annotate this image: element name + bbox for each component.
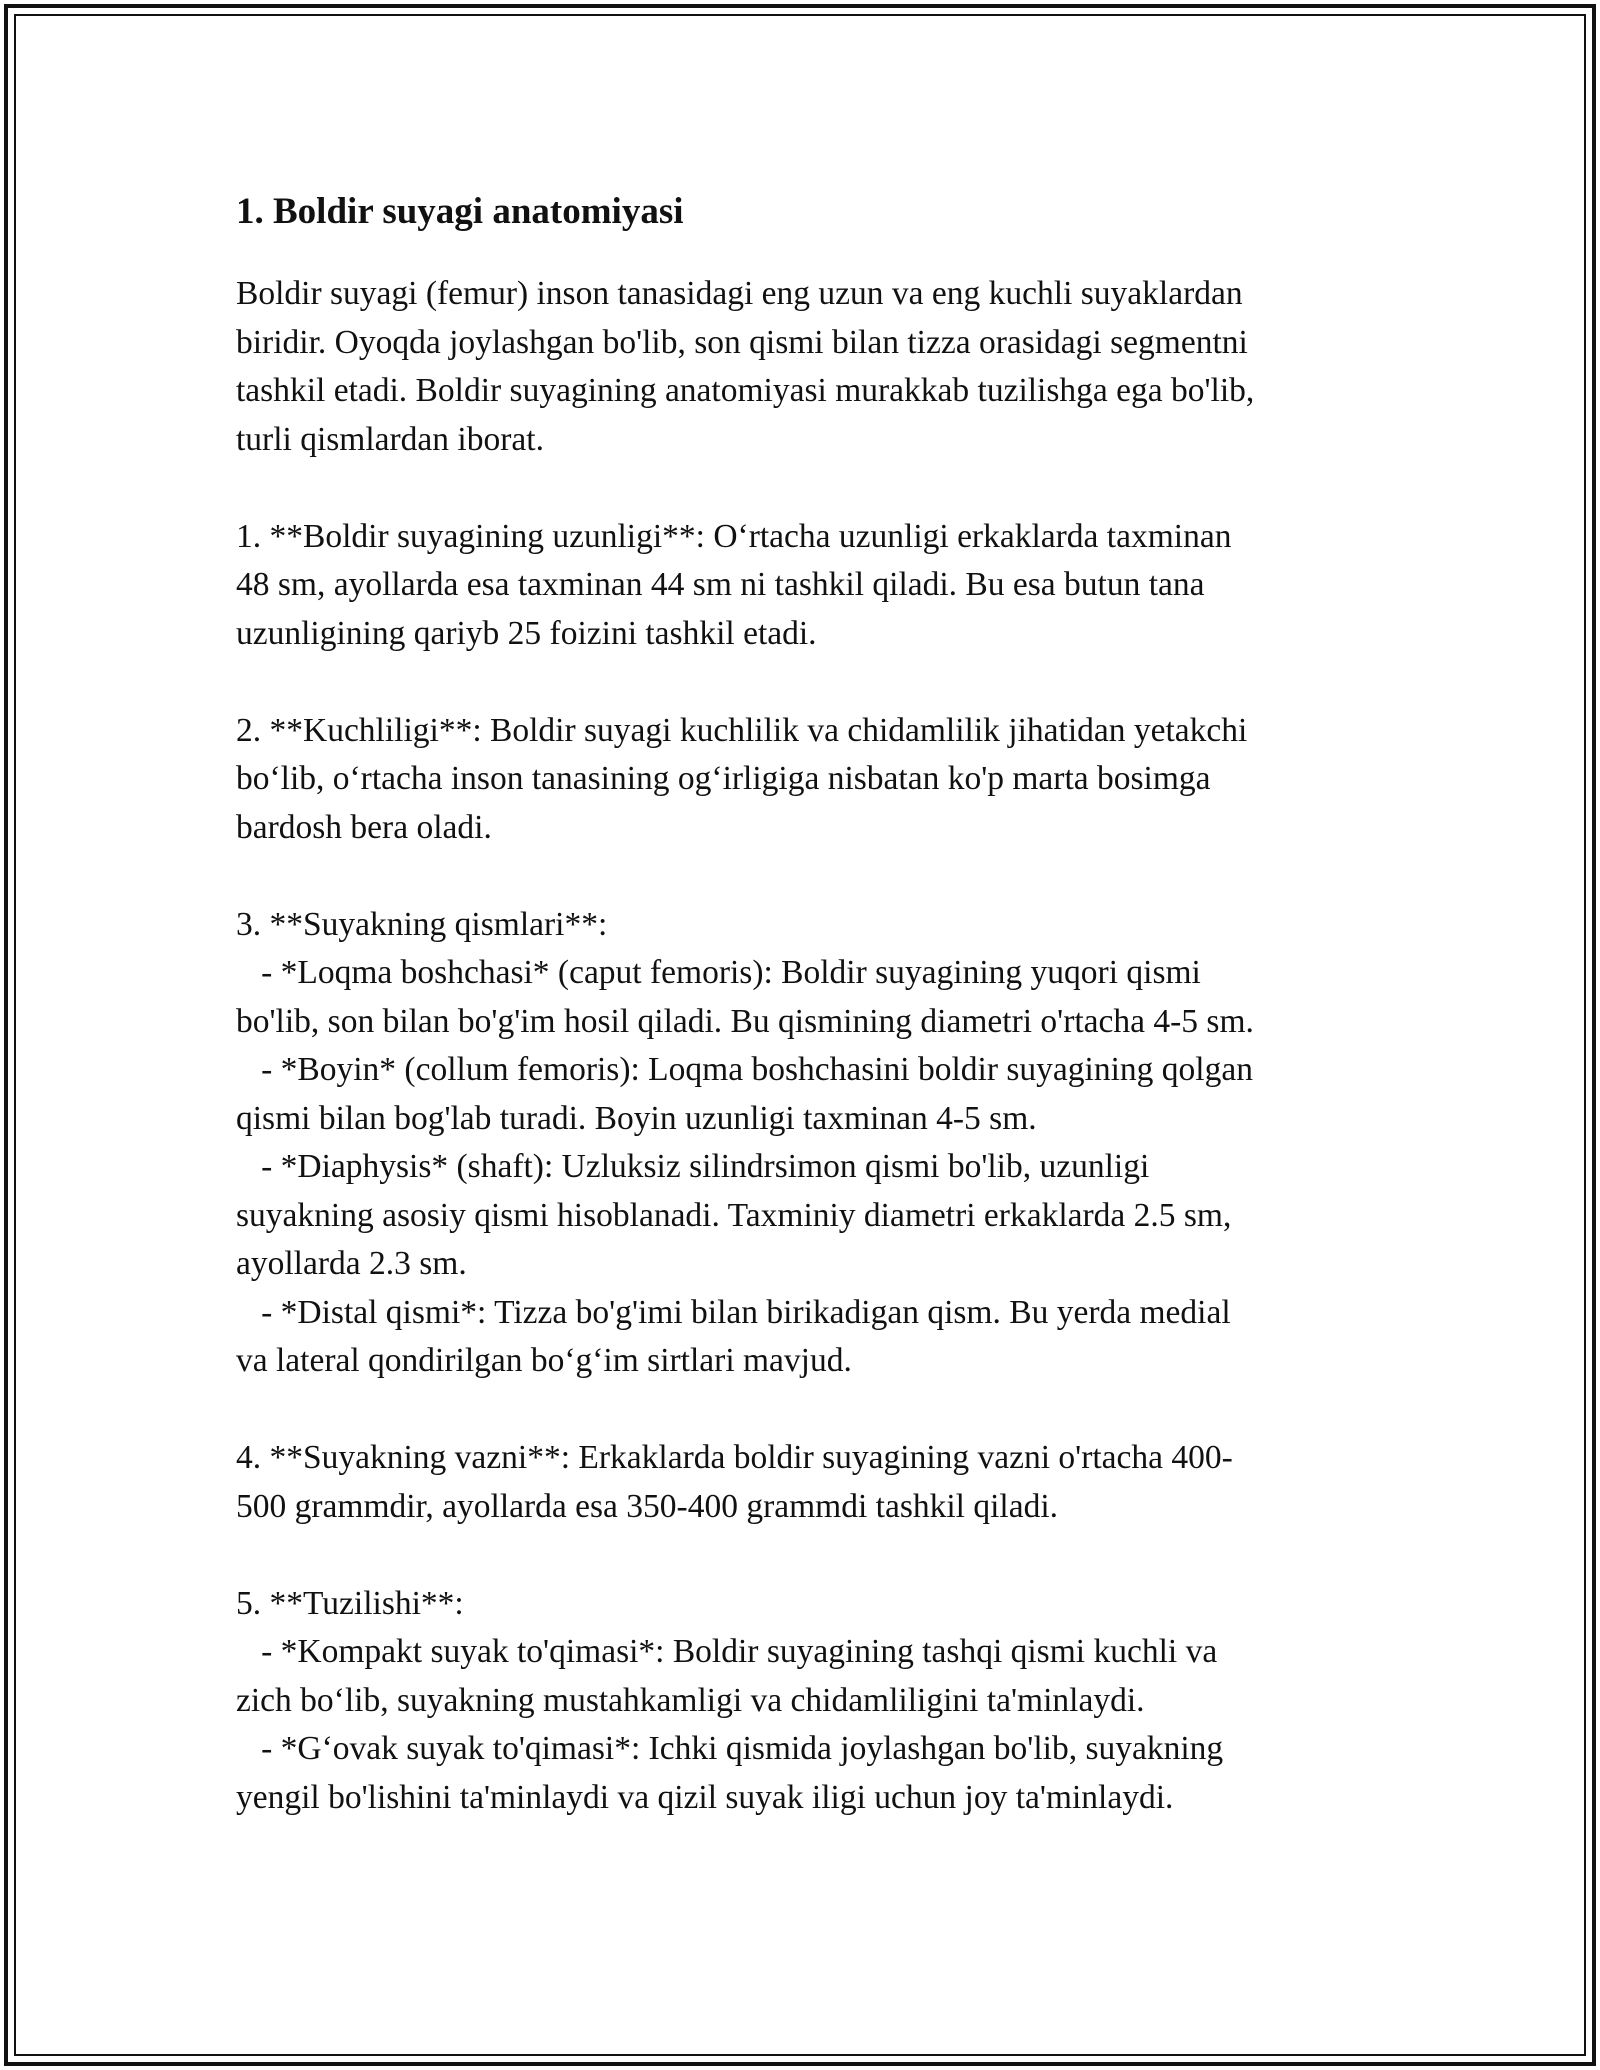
document-title: 1. Boldir suyagi anatomiyasi <box>236 191 684 232</box>
document-body: Boldir suyagi (femur) inson tanasidagi eng uzun va eng kuchli suyaklardan biridir. Oyoqda joylashgan bo'lib, son qismi bilan tizza orasidagi segmentni tashkil etadi. Boldir suyagining anatomiyasi murakkab tuzilishga ega bo'lib, turli qismlardan iborat. 1. **Boldir suyagining uzunligi**: Oʻrtacha uzunligi erkaklarda taxminan 48 sm, ayollarda esa taxminan 44 sm ni tashkil qiladi. Bu esa butun tana uzunligining qariyb 25 foizini tashkil etadi. 2. **Kuchliligi**: Boldir suyagi kuchlilik va chidamlilik jihatidan yetakchi boʻlib, oʻrtacha inson tanasining ogʻirligiga nisbatan ko'p marta bosimga bardosh bera oladi. 3. **Suyakning qismlari**: - *Loqma boshchasi* (caput femoris): Boldir suyagining yuqori qismi bo'lib, son bilan bo'g'im hosil qiladi. Bu qismining diametri o'rtacha 4-5 sm. - *Boyin* (collum femoris): Loqma boshchasini boldir suyagining qolgan qismi bilan bog'lab turadi. Boyin uzunligi taxminan 4-5 sm. - *Diaphysis* (shaft): Uzluksiz silindrsimon qismi bo'lib, uzunligi suyakning asosiy qismi hisoblanadi. Taxminiy diametri erkaklarda 2.5 sm, ayollarda 2.3 sm. - *Distal qismi*: Tizza bo'g'imi bilan birikadigan qism. Bu yerda medial va lateral qondirilgan boʻgʻim sirtlari mavjud. 4. **Suyakning vazni**: Erkaklarda boldir suyagining vazni o'rtacha 400- 500 grammdir, ayollarda esa 350-400 grammdi tashkil qiladi. 5. **Tuzilishi**: - *Kompakt suyak to'qimasi*: Boldir suyagining tashqi qismi kuchli va zich boʻlib, suyakning mustahkamligi va chidamliligini ta'minlaydi. - *Gʻovak suyak to'qimasi*: Ichki qismida joylashgan bo'lib, suyakning yengil bo'lishini ta'minlaydi va qizil suyak iligi uchun joy ta'minlaydi. <box>236 275 1255 1816</box>
document-page <box>236 188 1366 1822</box>
